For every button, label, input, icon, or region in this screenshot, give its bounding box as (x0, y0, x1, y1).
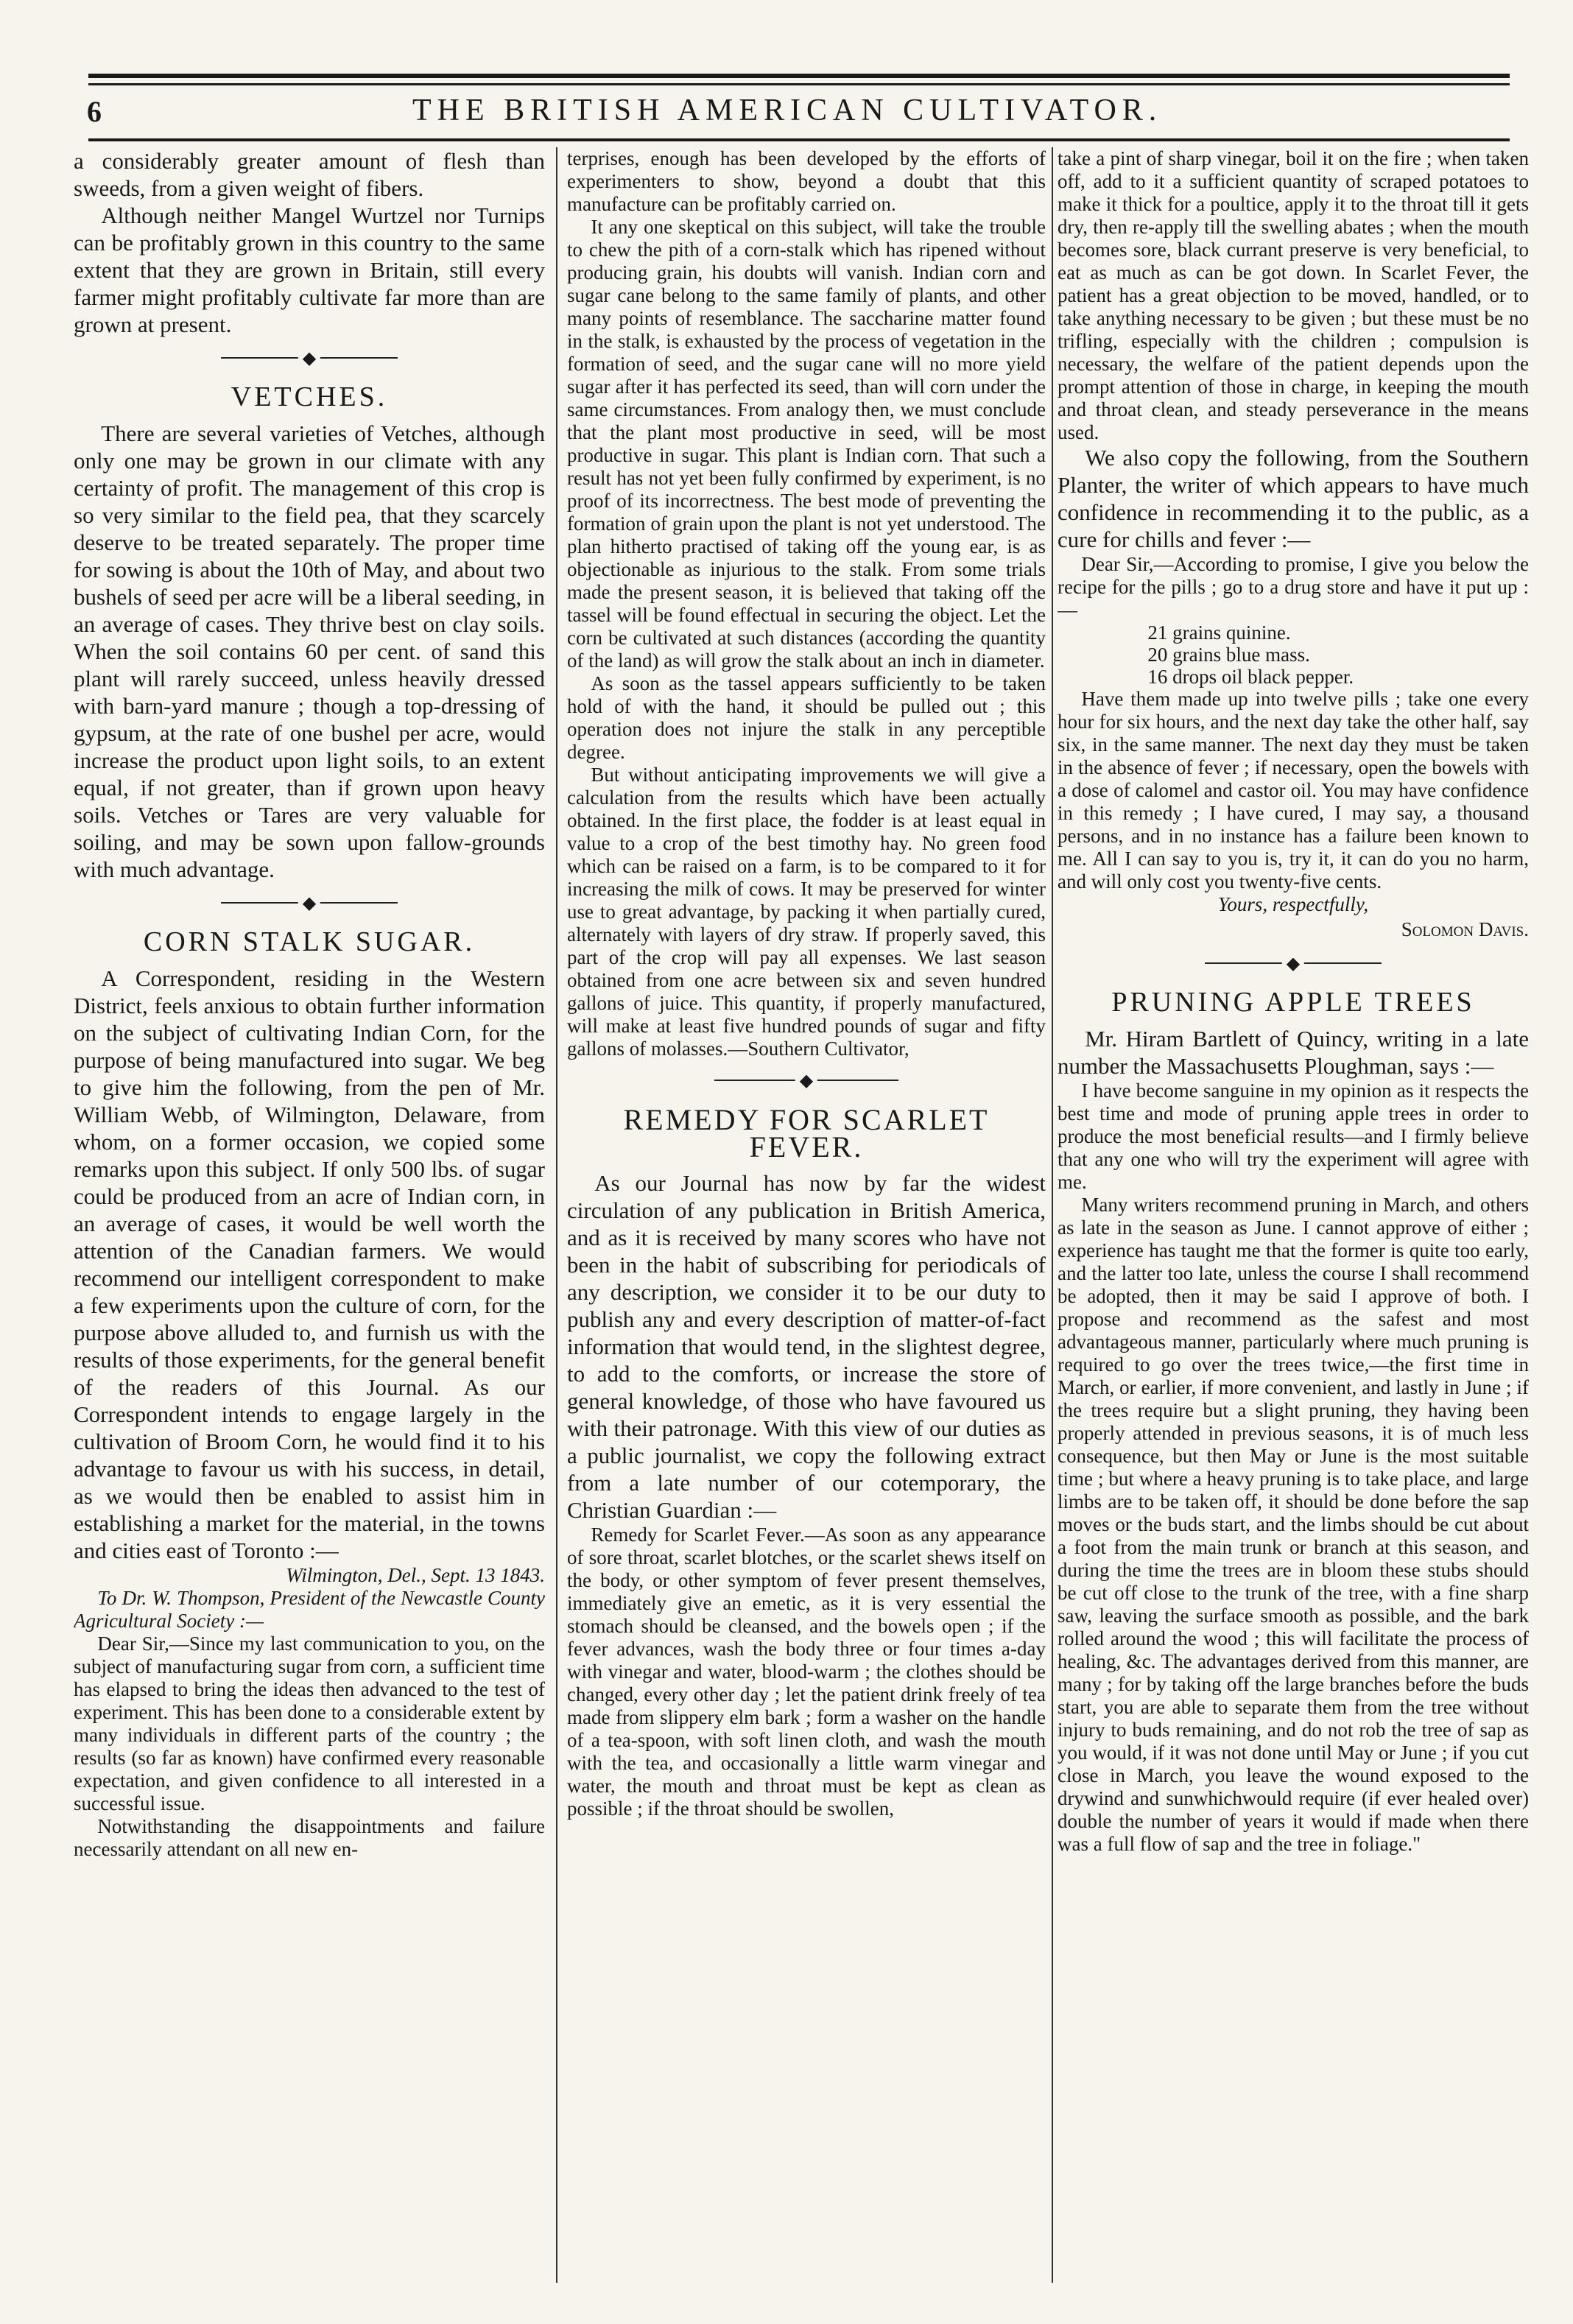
article-text: As soon as the tassel appears sufficiently to be taken hold of with the hand, it should be pulled out ; this operation does not injure the stalk in any perceptible degree. (567, 672, 1046, 763)
article-text: Although neither Mangel Wurtzel nor Turnips can be profitably grown in this country to the same extent that they are grown in Britain, still every farmer might profitably cultivate far more than are grown at present. (74, 203, 545, 337)
top-rule-thin (88, 83, 1510, 85)
article-text: I have become sanguine in my opinion as it respects the best time and mode of pruning apple trees in order to produce the most beneficial results—and I firmly believe that any one who will try the experiment will agree with me. (1058, 1080, 1529, 1193)
top-rule (88, 74, 1510, 78)
column-3 (1058, 147, 1529, 2283)
letter-text: Dear Sir,—Since my last communication to you, on the subject of manufacturing sugar from corn, a sufficient time has elapsed to bring the ideas then advanced to the test of experiment. This has been done to a considerable extent by many individuals in different parts of the country ; the results (so far as known) have confirmed every reasonable expectation, and given confidence to all interested in a successful issue. (74, 1633, 545, 1814)
article-text: As our Journal has now by far the widest circulation of any publication in British America, and as it is received by many scores who have not been in the habit of subscribing for periodicals of any description, we consider it to be our duty to publish any and every description of matter-of-fact information that would tend, in the slightest degree, to add to the comforts, or increase the store of general knowledge, of those who have favoured us with their patronage. With this view of our duties as a public journalist, we copy the following extract from a late number of our cotemporary, the Christian Guardian :— (567, 1170, 1046, 1523)
section-heading-scarlet-fever: REMEDY FOR SCARLET FEVER. (623, 1103, 990, 1163)
letter-text: Have them made up into twelve pills ; take one every hour for six hours, and the next day take the other half, say six, in the same manner. The next day they must be taken in the absence of fever ; if necessary, open the bowels with a dose of calomel and castor oil. You may have confidence in this remedy ; I have cured, I may say, a thousand persons, and in no instance has a failure been known to me. All I can say to you is, try it, it can do you no harm, and will only cost you twenty-five cents. (1058, 688, 1529, 892)
section-heading-pruning: PRUNING APPLE TREES (1111, 987, 1475, 1018)
column-1 (74, 147, 545, 2283)
article-text: terprises, enough has been developed by the efforts of experimenters to show, beyond a doubt that this manufacture can be profitably carried on. (567, 147, 1046, 215)
recipe-item: 20 grains blue mass. (1147, 644, 1310, 666)
recipe-item: 16 drops oil black pepper. (1147, 666, 1354, 688)
letter-closing: Yours, respectfully, (1217, 893, 1369, 915)
page-number: 6 (87, 95, 102, 128)
article-text: But without anticipating improvements we will give a calculation from the results which have been actually obtained. In the first place, the fodder is at least equal in value to a crop of the best timothy hay. No green food which can be raised on a farm, is to be compared to it for increasing the milk of cows. It may be preserved for winter use to great advantage, by packing it when partially cured, alternately with layers of dry straw. If properly saved, this part of the crop will pay all expenses. We last season obtained from one acre between six and seven hundred gallons of juice. This quantity, if properly manufactured, will make at least five hundred pounds of sugar and fifty gallons of molasses.—Southern Cultivator, (567, 764, 1046, 1060)
column-divider (1052, 147, 1053, 2283)
section-heading-vetches: VETCHES. (231, 381, 388, 412)
header-rule (88, 138, 1510, 141)
article-text: There are several varieties of Vetches, although only one may be grown in our climate with any certainty of profit. The management of this crop is so very similar to the field pea, that they scarcely deserve to be treated separately. The proper time for sowing is about the 10th of May, and about two bushels of seed per acre will be a liberal seeding, in an average of cases. They thrive best on clay soils. When the soil contains 60 per cent. of sand this plant will rarely succeed, unless heavily dressed with barn-yard manure ; though a top-dressing of gypsum, at the rate of one bushel per acre, would increase the product upon light soils, to an extent equal, if not greater, than if grown upon heavy soils. Vetches or Tares are very valuable for soiling, and may be sown upon fallow-grounds with much advantage. (74, 420, 545, 882)
article-text: a considerably greater amount of flesh than sweeds, from a given weight of fibers. (74, 148, 545, 201)
article-text: Many writers recommend pruning in March, and others as late in the season as June. I cannot approve of either ; experience has taught me that the former is quite too early, and the latter too late, unless the course I shall recommend be adopted, then it may be said I approve of both. I propose and recommend as the safest and most advantageous manner, particularly where much pruning is required to go over the trees twice,—the first time in March, or earlier, if more convenient, and lastly in June ; if the trees require but a slight pruning, they having been properly attended in previous seasons, it is of much less consequence, but then May or June is the most suitable time ; but where a heavy pruning is to take place, and large limbs are to be taken off, it should be done before the sap moves or the buds start, and the limbs should be cut about a foot from the main trunk or branch at this season, and during the time the trees are in bloom these stubs should be cut off close to the trunk of the tree, with a fine sharp saw, leaving the surface smooth as possible, and the bark rolled around the wood ; this will facilitate the process of healing, &c. The advantages derived from this manner, are many ; for by taking off the large branches before the buds start, you are able to separate them from the tree without injury to buds remaining, and do not rob the tree of sap as you would, if it was not done until May or June ; if you cut close in March, you leave the wound exposed to the drywind and sunwhichwould require (if ever healed over) double the number of years it would if made when there was a full flow of sap and the tree in foliage." (1058, 1194, 1529, 1855)
masthead-title: THE BRITISH AMERICAN CULTIVATOR. (412, 94, 1163, 127)
article-text: We also copy the following, from the Southern Planter, the writer of which appears to have much confidence in recommending it to the public, as a cure for chills and fever :— (1058, 445, 1529, 552)
letter-text: Notwithstanding the disappointments and failure necessarily attendant on all new en- (74, 1815, 545, 1860)
section-ornament (567, 1068, 1046, 1093)
column-divider (556, 147, 557, 2283)
letter-signature: Solomon Davis. (1401, 918, 1529, 940)
section-ornament (1058, 951, 1529, 976)
section-ornament (74, 890, 545, 915)
article-text: Mr. Hiram Bartlett of Quincy, writing in a late number the Massachusetts Ploughman, says :— (1058, 1026, 1529, 1079)
letter-address: To Dr. W. Thompson, President of the Newcastle County Agricultural Society :— (74, 1587, 545, 1632)
section-ornament (74, 345, 545, 370)
letter-text: Dear Sir,—According to promise, I give you below the recipe for the pills ; go to a drug store and have it put up :— (1058, 553, 1529, 621)
article-text: A Correspondent, residing in the Western District, feels anxious to obtain further information on the subject of cultivating Indian Corn, for the purpose of being manufactured into sugar. We beg to give him the following, from the pen of Mr. William Webb, of Wilmington, Delaware, from whom, on a former occasion, we copied some remarks upon this subject. If only 500 lbs. of sugar could be produced from an acre of Indian corn, in an average of cases, it would be well worth the attention of the Canadian farmers. We would recommend our intelligent correspondent to make a few experiments upon the culture of corn, for the purpose above alluded to, and furnish us with the results of those experiments, for the general benefit of the readers of this Journal. As our Correspondent intends to engage largely in the cultivation of Broom Corn, he would find it to his advantage to favour us with his success, in detail, as we would then be enabled to assist him in establishing a market for the material, in the towns and cities east of Toronto :— (74, 965, 545, 1563)
article-text: Remedy for Scarlet Fever.—As soon as any appearance of sore throat, scarlet blotches, or the scarlet shews itself on the body, or other symptom of fever present themselves, immediately give an emetic, as it is very essential the stomach should be cleansed, and the bowels open ; if the fever advances, wash the body three or four times a-day with vinegar and water, blood-warm ; the clothes should be changed, every other day ; let the patient drink freely of tea made from slippery elm bark ; form a washer on the handle of a tea-spoon, with soft linen cloth, and wash the mouth with the tea, and occasionally a little warm vinegar and water, the mouth and throat must be kept as clean as possible ; if the throat should be swollen, (567, 1524, 1046, 1820)
section-heading-corn-stalk-sugar: CORN STALK SUGAR. (143, 926, 476, 957)
article-text: take a pint of sharp vinegar, boil it on the fire ; when taken off, add to it a sufficient quantity of scraped potatoes to make it thick for a poultice, apply it to the throat till it gets dry, then re-apply till the swelling abates ; when the mouth becomes sore, black currant preserve is very beneficial, to eat as much as can be got down. In Scarlet Fever, the patient has a great objection to be moved, handled, or to take anything necessary to be given ; but these must be no trifling, especially with the children ; compulsion is necessary, the welfare of the patient depends upon the prompt attention of those in charge, in keeping the mouth and throat clean, and steady perseverance in the means used. (1058, 147, 1529, 443)
dateline: Wilmington, Del., Sept. 13 1843. (286, 1564, 545, 1586)
recipe-item: 21 grains quinine. (1147, 622, 1291, 644)
article-text: It any one skeptical on this subject, will take the trouble to chew the pith of a corn-stalk which has ripened without producing grain, his doubts will vanish. Indian corn and sugar cane belong to the same family of plants, and other many points of resemblance. The saccharine matter found in the stalk, is exhausted by the process of vegetation in the formation of seed, and the sugar cane will no more yield sugar after it has perfected its seed, than will corn under the same circumstances. From analogy then, we must conclude that the plant most productive in seed, will be most productive in sugar. This plant is Indian corn. That such a result has not yet been fully confirmed by experiment, is no proof of its incorrectness. The best mode of preventing the formation of grain upon the plant is not yet understood. The plan hitherto practised of taking off the young ear, is as objectionable as injurious to the stalk. From some trials made the present season, it is believed that taking off the tassel will be found effectual in securing the object. Let the corn be cultivated at such distances (according the quantity of the land) as will grow the stalk about an inch in diameter. (567, 216, 1046, 672)
column-2 (567, 147, 1046, 2283)
